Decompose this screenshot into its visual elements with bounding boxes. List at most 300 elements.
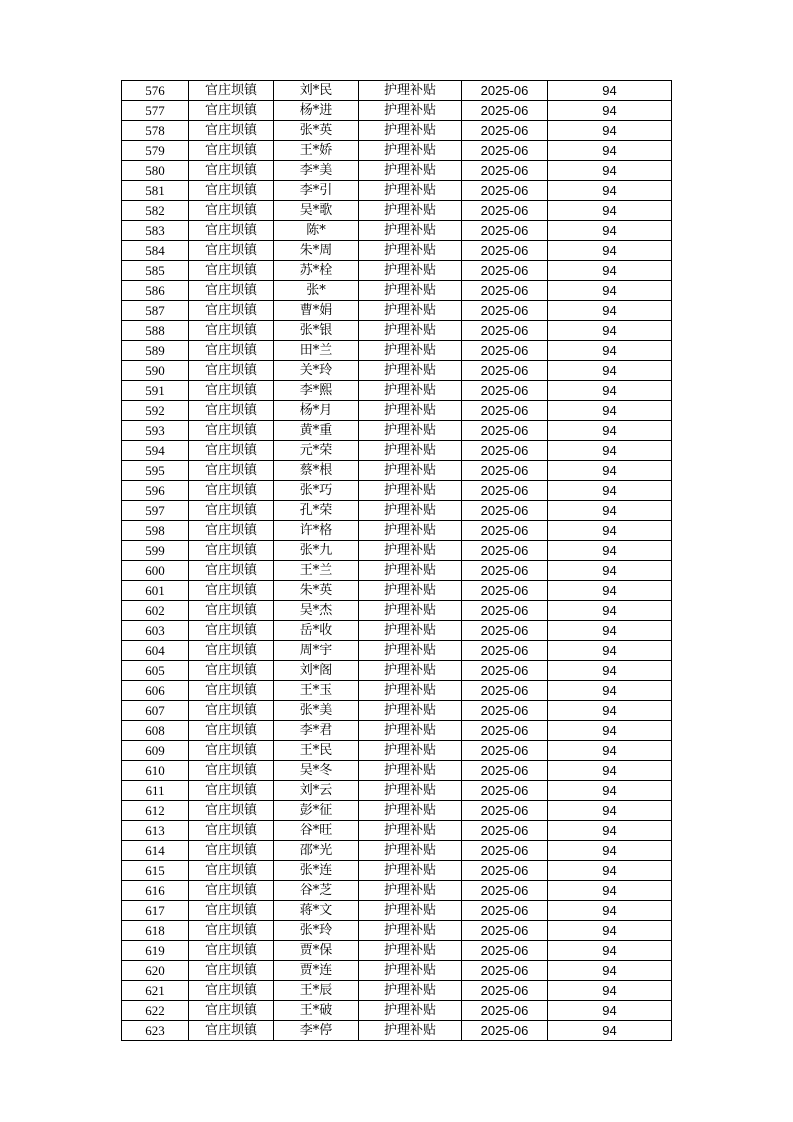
- subsidy-type-cell: 护理补贴: [359, 641, 462, 661]
- subsidy-type-cell: 护理补贴: [359, 921, 462, 941]
- person-name-cell: 杨*进: [274, 101, 359, 121]
- period-cell: 2025-06: [462, 621, 548, 641]
- table-row: [122, 621, 672, 641]
- town-cell: 官庄坝镇: [189, 661, 274, 681]
- period-cell: 2025-06: [462, 741, 548, 761]
- period-cell: 2025-06: [462, 381, 548, 401]
- town-cell: 官庄坝镇: [189, 941, 274, 961]
- period-cell: 2025-06: [462, 721, 548, 741]
- row-number-cell: 612: [122, 801, 189, 821]
- person-name-cell: 吴*冬: [274, 761, 359, 781]
- person-name-cell: 刘*云: [274, 781, 359, 801]
- amount-cell: 94: [548, 401, 672, 421]
- subsidy-type-cell: 护理补贴: [359, 401, 462, 421]
- row-number-cell: 623: [122, 1021, 189, 1041]
- table-body: [122, 81, 672, 1041]
- person-name-cell: 曹*娟: [274, 301, 359, 321]
- town-cell: 官庄坝镇: [189, 721, 274, 741]
- person-name-cell: 许*格: [274, 521, 359, 541]
- person-name-cell: 张*美: [274, 701, 359, 721]
- table-row: [122, 301, 672, 321]
- subsidy-type-cell: 护理补贴: [359, 81, 462, 101]
- row-number-cell: 594: [122, 441, 189, 461]
- town-cell: 官庄坝镇: [189, 101, 274, 121]
- amount-cell: 94: [548, 841, 672, 861]
- row-number-cell: 591: [122, 381, 189, 401]
- row-number-cell: 601: [122, 581, 189, 601]
- town-cell: 官庄坝镇: [189, 841, 274, 861]
- table-row: [122, 201, 672, 221]
- person-name-cell: 李*引: [274, 181, 359, 201]
- period-cell: 2025-06: [462, 441, 548, 461]
- person-name-cell: 杨*月: [274, 401, 359, 421]
- row-number-cell: 589: [122, 341, 189, 361]
- period-cell: 2025-06: [462, 481, 548, 501]
- town-cell: 官庄坝镇: [189, 981, 274, 1001]
- table-row: [122, 501, 672, 521]
- period-cell: 2025-06: [462, 861, 548, 881]
- period-cell: 2025-06: [462, 101, 548, 121]
- person-name-cell: 王*玉: [274, 681, 359, 701]
- row-number-cell: 592: [122, 401, 189, 421]
- row-number-cell: 620: [122, 961, 189, 981]
- subsidy-type-cell: 护理补贴: [359, 201, 462, 221]
- amount-cell: 94: [548, 381, 672, 401]
- person-name-cell: 田*兰: [274, 341, 359, 361]
- table-row: [122, 401, 672, 421]
- person-name-cell: 黄*重: [274, 421, 359, 441]
- town-cell: 官庄坝镇: [189, 421, 274, 441]
- row-number-cell: 610: [122, 761, 189, 781]
- amount-cell: 94: [548, 301, 672, 321]
- table-row: [122, 681, 672, 701]
- subsidy-type-cell: 护理补贴: [359, 881, 462, 901]
- row-number-cell: 616: [122, 881, 189, 901]
- town-cell: 官庄坝镇: [189, 361, 274, 381]
- period-cell: 2025-06: [462, 561, 548, 581]
- table-row: [122, 521, 672, 541]
- period-cell: 2025-06: [462, 1001, 548, 1021]
- person-name-cell: 贾*保: [274, 941, 359, 961]
- subsidy-type-cell: 护理补贴: [359, 261, 462, 281]
- amount-cell: 94: [548, 281, 672, 301]
- town-cell: 官庄坝镇: [189, 781, 274, 801]
- period-cell: 2025-06: [462, 461, 548, 481]
- table-row: [122, 901, 672, 921]
- amount-cell: 94: [548, 701, 672, 721]
- table-row: [122, 441, 672, 461]
- town-cell: 官庄坝镇: [189, 181, 274, 201]
- town-cell: 官庄坝镇: [189, 461, 274, 481]
- amount-cell: 94: [548, 741, 672, 761]
- subsidy-type-cell: 护理补贴: [359, 441, 462, 461]
- period-cell: 2025-06: [462, 421, 548, 441]
- table-row: [122, 941, 672, 961]
- person-name-cell: 蔡*根: [274, 461, 359, 481]
- amount-cell: 94: [548, 641, 672, 661]
- row-number-cell: 595: [122, 461, 189, 481]
- person-name-cell: 彭*征: [274, 801, 359, 821]
- town-cell: 官庄坝镇: [189, 481, 274, 501]
- period-cell: 2025-06: [462, 921, 548, 941]
- amount-cell: 94: [548, 501, 672, 521]
- person-name-cell: 朱*英: [274, 581, 359, 601]
- subsidy-type-cell: 护理补贴: [359, 181, 462, 201]
- amount-cell: 94: [548, 521, 672, 541]
- subsidy-type-cell: 护理补贴: [359, 661, 462, 681]
- subsidy-type-cell: 护理补贴: [359, 721, 462, 741]
- table-row: [122, 741, 672, 761]
- table-row: [122, 841, 672, 861]
- person-name-cell: 贾*连: [274, 961, 359, 981]
- subsidy-type-cell: 护理补贴: [359, 121, 462, 141]
- row-number-cell: 588: [122, 321, 189, 341]
- amount-cell: 94: [548, 161, 672, 181]
- town-cell: 官庄坝镇: [189, 261, 274, 281]
- period-cell: 2025-06: [462, 161, 548, 181]
- subsidy-type-cell: 护理补贴: [359, 281, 462, 301]
- town-cell: 官庄坝镇: [189, 961, 274, 981]
- period-cell: 2025-06: [462, 361, 548, 381]
- amount-cell: 94: [548, 601, 672, 621]
- person-name-cell: 元*荣: [274, 441, 359, 461]
- period-cell: 2025-06: [462, 941, 548, 961]
- row-number-cell: 587: [122, 301, 189, 321]
- subsidy-type-cell: 护理补贴: [359, 1021, 462, 1041]
- subsidy-type-cell: 护理补贴: [359, 141, 462, 161]
- town-cell: 官庄坝镇: [189, 901, 274, 921]
- town-cell: 官庄坝镇: [189, 741, 274, 761]
- table-row: [122, 261, 672, 281]
- person-name-cell: 蒋*文: [274, 901, 359, 921]
- row-number-cell: 618: [122, 921, 189, 941]
- period-cell: 2025-06: [462, 521, 548, 541]
- table-row: [122, 241, 672, 261]
- period-cell: 2025-06: [462, 501, 548, 521]
- row-number-cell: 609: [122, 741, 189, 761]
- person-name-cell: 李*君: [274, 721, 359, 741]
- period-cell: 2025-06: [462, 301, 548, 321]
- town-cell: 官庄坝镇: [189, 81, 274, 101]
- row-number-cell: 615: [122, 861, 189, 881]
- person-name-cell: 张*银: [274, 321, 359, 341]
- amount-cell: 94: [548, 481, 672, 501]
- period-cell: 2025-06: [462, 661, 548, 681]
- person-name-cell: 吴*歌: [274, 201, 359, 221]
- row-number-cell: 586: [122, 281, 189, 301]
- period-cell: 2025-06: [462, 201, 548, 221]
- person-name-cell: 张*九: [274, 541, 359, 561]
- town-cell: 官庄坝镇: [189, 821, 274, 841]
- row-number-cell: 611: [122, 781, 189, 801]
- table-row: [122, 121, 672, 141]
- row-number-cell: 583: [122, 221, 189, 241]
- town-cell: 官庄坝镇: [189, 201, 274, 221]
- subsidy-type-cell: 护理补贴: [359, 781, 462, 801]
- town-cell: 官庄坝镇: [189, 141, 274, 161]
- person-name-cell: 刘*民: [274, 81, 359, 101]
- subsidy-type-cell: 护理补贴: [359, 561, 462, 581]
- table-row: [122, 481, 672, 501]
- table-row: [122, 921, 672, 941]
- period-cell: 2025-06: [462, 681, 548, 701]
- amount-cell: 94: [548, 861, 672, 881]
- amount-cell: 94: [548, 221, 672, 241]
- person-name-cell: 孔*荣: [274, 501, 359, 521]
- town-cell: 官庄坝镇: [189, 301, 274, 321]
- amount-cell: 94: [548, 181, 672, 201]
- person-name-cell: 张*连: [274, 861, 359, 881]
- town-cell: 官庄坝镇: [189, 281, 274, 301]
- table-row: [122, 601, 672, 621]
- table-row: [122, 281, 672, 301]
- row-number-cell: 599: [122, 541, 189, 561]
- period-cell: 2025-06: [462, 581, 548, 601]
- table-row: [122, 221, 672, 241]
- amount-cell: 94: [548, 961, 672, 981]
- row-number-cell: 584: [122, 241, 189, 261]
- row-number-cell: 580: [122, 161, 189, 181]
- person-name-cell: 王*辰: [274, 981, 359, 1001]
- town-cell: 官庄坝镇: [189, 341, 274, 361]
- row-number-cell: 606: [122, 681, 189, 701]
- town-cell: 官庄坝镇: [189, 501, 274, 521]
- subsidy-type-cell: 护理补贴: [359, 701, 462, 721]
- table-row: [122, 321, 672, 341]
- amount-cell: 94: [548, 321, 672, 341]
- amount-cell: 94: [548, 201, 672, 221]
- town-cell: 官庄坝镇: [189, 881, 274, 901]
- period-cell: 2025-06: [462, 261, 548, 281]
- person-name-cell: 邵*光: [274, 841, 359, 861]
- subsidy-type-cell: 护理补贴: [359, 901, 462, 921]
- person-name-cell: 王*娇: [274, 141, 359, 161]
- period-cell: 2025-06: [462, 121, 548, 141]
- person-name-cell: 王*兰: [274, 561, 359, 581]
- period-cell: 2025-06: [462, 641, 548, 661]
- subsidy-type-cell: 护理补贴: [359, 381, 462, 401]
- table-row: [122, 1001, 672, 1021]
- person-name-cell: 苏*栓: [274, 261, 359, 281]
- town-cell: 官庄坝镇: [189, 321, 274, 341]
- table-row: [122, 541, 672, 561]
- town-cell: 官庄坝镇: [189, 681, 274, 701]
- amount-cell: 94: [548, 901, 672, 921]
- person-name-cell: 朱*周: [274, 241, 359, 261]
- period-cell: 2025-06: [462, 781, 548, 801]
- amount-cell: 94: [548, 341, 672, 361]
- row-number-cell: 582: [122, 201, 189, 221]
- period-cell: 2025-06: [462, 141, 548, 161]
- table-row: [122, 761, 672, 781]
- subsidy-type-cell: 护理补贴: [359, 601, 462, 621]
- row-number-cell: 602: [122, 601, 189, 621]
- table-row: [122, 981, 672, 1001]
- table-row: [122, 721, 672, 741]
- subsidy-type-cell: 护理补贴: [359, 981, 462, 1001]
- town-cell: 官庄坝镇: [189, 581, 274, 601]
- subsidy-type-cell: 护理补贴: [359, 1001, 462, 1021]
- town-cell: 官庄坝镇: [189, 401, 274, 421]
- town-cell: 官庄坝镇: [189, 621, 274, 641]
- town-cell: 官庄坝镇: [189, 521, 274, 541]
- subsidy-type-cell: 护理补贴: [359, 841, 462, 861]
- town-cell: 官庄坝镇: [189, 441, 274, 461]
- subsidy-type-cell: 护理补贴: [359, 321, 462, 341]
- table-row: [122, 701, 672, 721]
- row-number-cell: 619: [122, 941, 189, 961]
- amount-cell: 94: [548, 1001, 672, 1021]
- amount-cell: 94: [548, 781, 672, 801]
- amount-cell: 94: [548, 661, 672, 681]
- table-row: [122, 661, 672, 681]
- period-cell: 2025-06: [462, 221, 548, 241]
- amount-cell: 94: [548, 581, 672, 601]
- subsidy-type-cell: 护理补贴: [359, 621, 462, 641]
- person-name-cell: 李*熙: [274, 381, 359, 401]
- row-number-cell: 600: [122, 561, 189, 581]
- period-cell: 2025-06: [462, 401, 548, 421]
- period-cell: 2025-06: [462, 241, 548, 261]
- amount-cell: 94: [548, 101, 672, 121]
- person-name-cell: 吴*杰: [274, 601, 359, 621]
- subsidy-type-cell: 护理补贴: [359, 821, 462, 841]
- table-row: [122, 881, 672, 901]
- person-name-cell: 周*宇: [274, 641, 359, 661]
- amount-cell: 94: [548, 421, 672, 441]
- subsidy-type-cell: 护理补贴: [359, 501, 462, 521]
- amount-cell: 94: [548, 801, 672, 821]
- row-number-cell: 577: [122, 101, 189, 121]
- person-name-cell: 岳*收: [274, 621, 359, 641]
- subsidy-type-cell: 护理补贴: [359, 421, 462, 441]
- town-cell: 官庄坝镇: [189, 561, 274, 581]
- table-row: [122, 801, 672, 821]
- period-cell: 2025-06: [462, 841, 548, 861]
- period-cell: 2025-06: [462, 761, 548, 781]
- person-name-cell: 谷*旺: [274, 821, 359, 841]
- period-cell: 2025-06: [462, 81, 548, 101]
- row-number-cell: 622: [122, 1001, 189, 1021]
- row-number-cell: 590: [122, 361, 189, 381]
- person-name-cell: 陈*: [274, 221, 359, 241]
- table-row: [122, 461, 672, 481]
- town-cell: 官庄坝镇: [189, 861, 274, 881]
- row-number-cell: 597: [122, 501, 189, 521]
- town-cell: 官庄坝镇: [189, 801, 274, 821]
- person-name-cell: 刘*阁: [274, 661, 359, 681]
- amount-cell: 94: [548, 821, 672, 841]
- amount-cell: 94: [548, 941, 672, 961]
- row-number-cell: 585: [122, 261, 189, 281]
- subsidy-type-cell: 护理补贴: [359, 221, 462, 241]
- period-cell: 2025-06: [462, 541, 548, 561]
- subsidy-table: [121, 80, 672, 1041]
- person-name-cell: 关*玲: [274, 361, 359, 381]
- period-cell: 2025-06: [462, 281, 548, 301]
- row-number-cell: 603: [122, 621, 189, 641]
- subsidy-type-cell: 护理补贴: [359, 541, 462, 561]
- amount-cell: 94: [548, 761, 672, 781]
- town-cell: 官庄坝镇: [189, 641, 274, 661]
- subsidy-type-cell: 护理补贴: [359, 761, 462, 781]
- person-name-cell: 李*停: [274, 1021, 359, 1041]
- period-cell: 2025-06: [462, 821, 548, 841]
- town-cell: 官庄坝镇: [189, 761, 274, 781]
- amount-cell: 94: [548, 561, 672, 581]
- amount-cell: 94: [548, 981, 672, 1001]
- amount-cell: 94: [548, 441, 672, 461]
- town-cell: 官庄坝镇: [189, 381, 274, 401]
- town-cell: 官庄坝镇: [189, 121, 274, 141]
- period-cell: 2025-06: [462, 881, 548, 901]
- town-cell: 官庄坝镇: [189, 161, 274, 181]
- period-cell: 2025-06: [462, 801, 548, 821]
- subsidy-type-cell: 护理补贴: [359, 681, 462, 701]
- row-number-cell: 617: [122, 901, 189, 921]
- table-row: [122, 81, 672, 101]
- row-number-cell: 614: [122, 841, 189, 861]
- table-row: [122, 361, 672, 381]
- town-cell: 官庄坝镇: [189, 241, 274, 261]
- town-cell: 官庄坝镇: [189, 1021, 274, 1041]
- row-number-cell: 593: [122, 421, 189, 441]
- table-row: [122, 861, 672, 881]
- row-number-cell: 576: [122, 81, 189, 101]
- town-cell: 官庄坝镇: [189, 541, 274, 561]
- subsidy-type-cell: 护理补贴: [359, 361, 462, 381]
- table-row: [122, 341, 672, 361]
- subsidy-type-cell: 护理补贴: [359, 461, 462, 481]
- row-number-cell: 578: [122, 121, 189, 141]
- town-cell: 官庄坝镇: [189, 701, 274, 721]
- table-row: [122, 1021, 672, 1041]
- subsidy-type-cell: 护理补贴: [359, 241, 462, 261]
- subsidy-type-cell: 护理补贴: [359, 341, 462, 361]
- amount-cell: 94: [548, 141, 672, 161]
- amount-cell: 94: [548, 621, 672, 641]
- row-number-cell: 608: [122, 721, 189, 741]
- row-number-cell: 607: [122, 701, 189, 721]
- table-row: [122, 141, 672, 161]
- subsidy-type-cell: 护理补贴: [359, 861, 462, 881]
- table-row: [122, 381, 672, 401]
- subsidy-type-cell: 护理补贴: [359, 521, 462, 541]
- amount-cell: 94: [548, 921, 672, 941]
- subsidy-type-cell: 护理补贴: [359, 961, 462, 981]
- subsidy-type-cell: 护理补贴: [359, 481, 462, 501]
- row-number-cell: 581: [122, 181, 189, 201]
- row-number-cell: 605: [122, 661, 189, 681]
- person-name-cell: 谷*芝: [274, 881, 359, 901]
- amount-cell: 94: [548, 81, 672, 101]
- subsidy-type-cell: 护理补贴: [359, 301, 462, 321]
- subsidy-type-cell: 护理补贴: [359, 941, 462, 961]
- table-row: [122, 561, 672, 581]
- period-cell: 2025-06: [462, 981, 548, 1001]
- amount-cell: 94: [548, 461, 672, 481]
- subsidy-type-cell: 护理补贴: [359, 161, 462, 181]
- town-cell: 官庄坝镇: [189, 921, 274, 941]
- row-number-cell: 596: [122, 481, 189, 501]
- period-cell: 2025-06: [462, 321, 548, 341]
- amount-cell: 94: [548, 881, 672, 901]
- period-cell: 2025-06: [462, 701, 548, 721]
- amount-cell: 94: [548, 721, 672, 741]
- table-row: [122, 781, 672, 801]
- person-name-cell: 王*民: [274, 741, 359, 761]
- subsidy-type-cell: 护理补贴: [359, 101, 462, 121]
